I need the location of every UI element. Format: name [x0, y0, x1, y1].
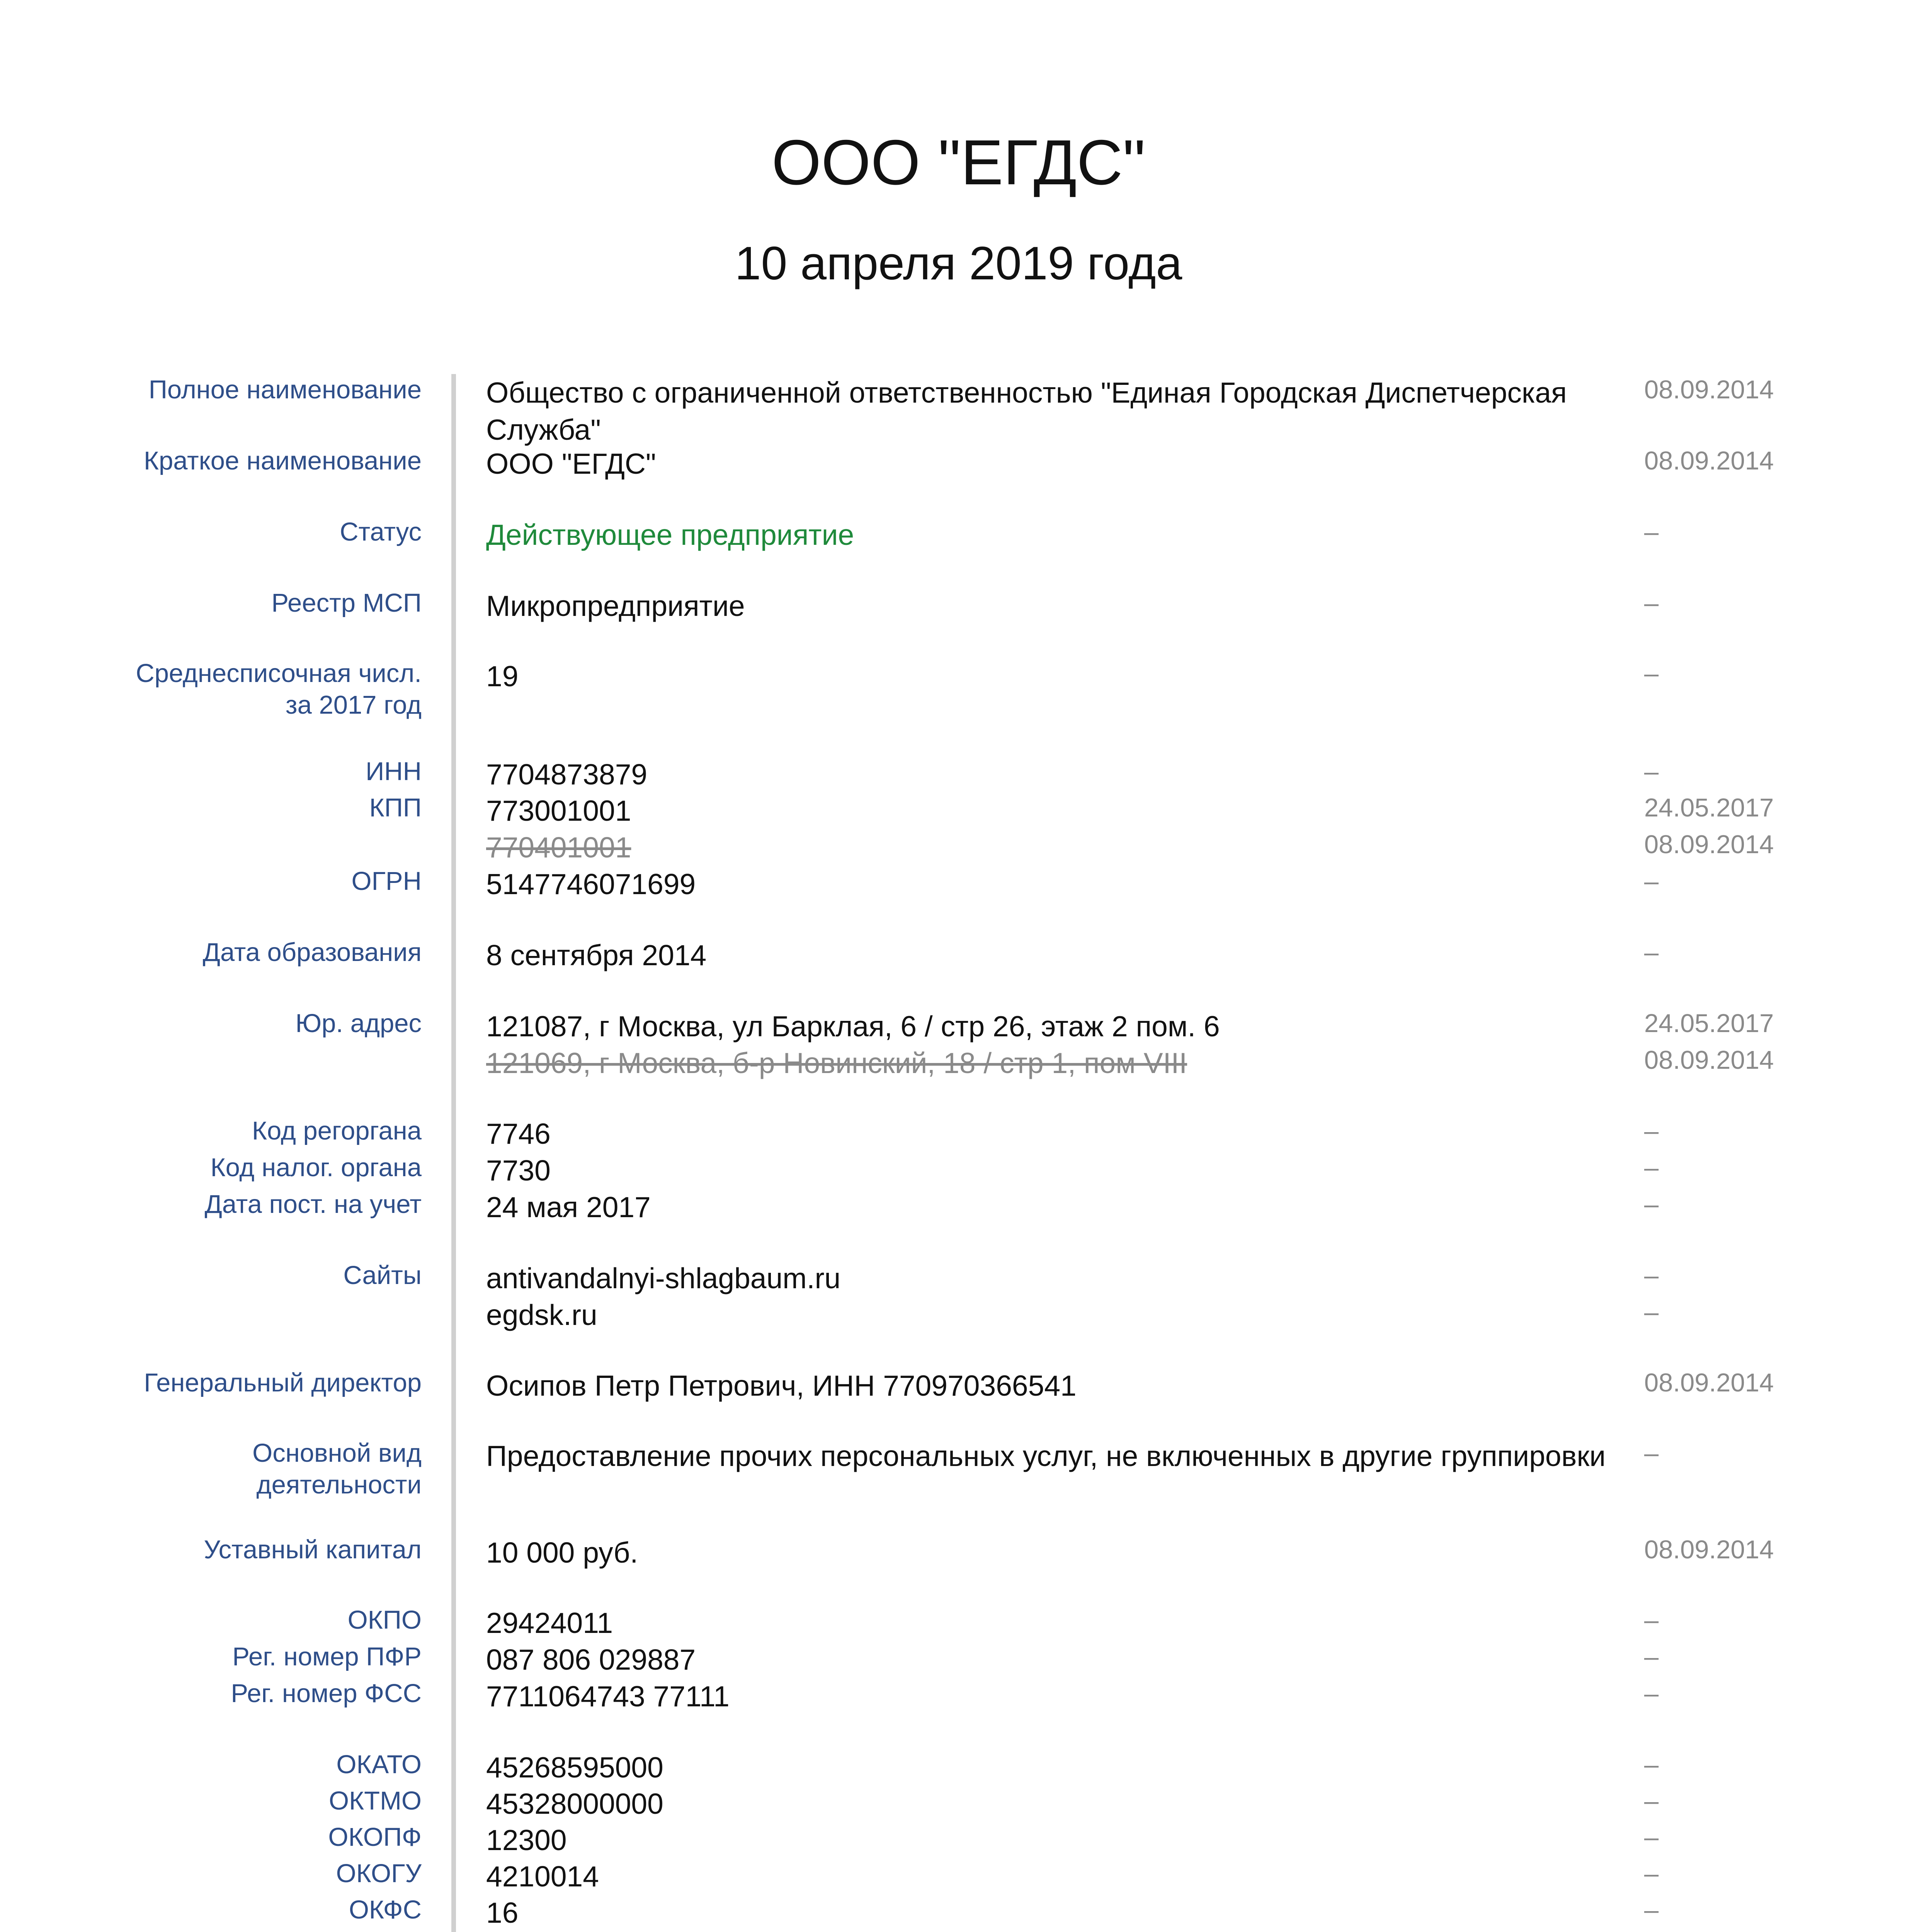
- date-oktmo: –: [1644, 1786, 1659, 1815]
- site-link-2[interactable]: egdsk.ru: [486, 1299, 597, 1331]
- value-kpp: 773001001: [486, 794, 631, 827]
- date-fss: –: [1644, 1679, 1659, 1708]
- date-full-name: 08.09.2014: [1644, 375, 1774, 404]
- label-headcount: Среднесписочная числ. за 2017 год: [136, 659, 422, 719]
- value-tax-organ: 7730: [486, 1154, 551, 1187]
- divider-line: [451, 374, 456, 1932]
- date-headcount: –: [1644, 659, 1659, 688]
- value-address-old: 121069, г Москва, б-р Новинский, 18 / стр 1, пом VIII: [486, 1047, 1187, 1079]
- date-kpp: 24.05.2017: [1644, 793, 1774, 822]
- date-reg-date: –: [1644, 938, 1659, 967]
- date-pfr: –: [1644, 1642, 1659, 1671]
- value-okfs: 16: [486, 1896, 519, 1929]
- label-okogu: ОКОГУ: [336, 1859, 422, 1888]
- report-date: 10 апреля 2019 года: [735, 237, 1182, 289]
- value-capital: 10 000 руб.: [486, 1536, 638, 1569]
- date-inn: –: [1644, 757, 1659, 786]
- value-director: Осипов Петр Петрович, ИНН 770970366541: [486, 1369, 1077, 1402]
- value-headcount: 19: [486, 660, 519, 692]
- value-msp: Микропредприятие: [486, 590, 745, 622]
- value-pfr: 087 806 029887: [486, 1643, 696, 1676]
- label-tax-reg-date: Дата пост. на учет: [204, 1190, 422, 1219]
- value-regorgan: 7746: [486, 1117, 551, 1150]
- date-short-name: 08.09.2014: [1644, 446, 1774, 475]
- date-okpo: –: [1644, 1605, 1659, 1634]
- value-short-name: ООО "ЕГДС": [486, 447, 656, 480]
- label-msp: Реестр МСП: [271, 588, 422, 617]
- value-ogrn: 5147746071699: [486, 868, 696, 900]
- label-reg-date: Дата образования: [202, 938, 422, 967]
- value-status: Действующее предприятие: [486, 519, 854, 551]
- value-okogu: 4210014: [486, 1860, 599, 1893]
- date-msp: –: [1644, 588, 1659, 617]
- date-kpp-old: 08.09.2014: [1644, 830, 1774, 859]
- date-site-2: –: [1644, 1298, 1659, 1327]
- label-kpp: КПП: [369, 793, 422, 822]
- label-okato: ОКАТО: [336, 1750, 422, 1779]
- value-okpo: 29424011: [486, 1607, 613, 1639]
- label-regorgan: Код регоргана: [252, 1116, 422, 1145]
- label-okpo: ОКПО: [347, 1605, 422, 1634]
- value-kpp-old: 770401001: [486, 831, 631, 864]
- value-fss: 7711064743 77111: [486, 1680, 730, 1713]
- value-inn: 7704873879: [486, 758, 648, 791]
- date-main-activity: –: [1644, 1439, 1659, 1468]
- date-director: 08.09.2014: [1644, 1368, 1774, 1397]
- label-capital: Уставный капитал: [204, 1535, 422, 1564]
- date-status: –: [1644, 517, 1659, 546]
- date-address: 24.05.2017: [1644, 1009, 1774, 1038]
- label-oktmo: ОКТМО: [329, 1786, 422, 1815]
- label-tax-organ: Код налог. органа: [210, 1153, 422, 1182]
- value-reg-date: 8 сентября 2014: [486, 939, 707, 971]
- value-full-name: Общество с ограниченной ответственностью "Единая Городская Диспетчерская Служба": [486, 376, 1567, 446]
- label-pfr: Рег. номер ПФР: [232, 1642, 422, 1671]
- label-sites: Сайты: [343, 1261, 422, 1290]
- date-tax-reg-date: –: [1644, 1190, 1659, 1219]
- date-address-old: 08.09.2014: [1644, 1046, 1774, 1075]
- date-ogrn: –: [1644, 867, 1659, 896]
- label-fss: Рег. номер ФСС: [231, 1679, 422, 1708]
- label-ogrn: ОГРН: [351, 867, 422, 896]
- label-okfs: ОКФС: [349, 1895, 422, 1924]
- date-site-1: –: [1644, 1261, 1659, 1290]
- label-okopf: ОКОПФ: [328, 1823, 422, 1852]
- date-tax-organ: –: [1644, 1153, 1659, 1182]
- label-full-name: Полное наименование: [148, 375, 422, 404]
- site-link-1[interactable]: antivandalnyi-shlagbaum.ru: [486, 1262, 841, 1294]
- date-okato: –: [1644, 1750, 1659, 1779]
- date-okopf: –: [1644, 1823, 1659, 1852]
- value-tax-reg-date: 24 мая 2017: [486, 1191, 651, 1223]
- value-okopf: 12300: [486, 1824, 567, 1856]
- label-director: Генеральный директор: [144, 1368, 422, 1397]
- value-address: 121087, г Москва, ул Барклая, 6 / стр 26, этаж 2 пом. 6: [486, 1010, 1220, 1043]
- value-oktmo: 45328000000: [486, 1787, 663, 1820]
- label-status: Статус: [340, 517, 422, 546]
- label-inn: ИНН: [366, 757, 422, 786]
- date-capital: 08.09.2014: [1644, 1535, 1774, 1564]
- date-okfs: –: [1644, 1895, 1659, 1924]
- label-main-activity: Основной вид деятельности: [252, 1439, 422, 1499]
- label-address: Юр. адрес: [295, 1009, 422, 1038]
- date-regorgan: –: [1644, 1116, 1659, 1145]
- page-title: ООО "ЕГДС": [771, 127, 1146, 198]
- date-okogu: –: [1644, 1859, 1659, 1888]
- value-main-activity: Предоставление прочих персональных услуг, не включенных в другие группировки: [486, 1440, 1606, 1472]
- value-okato: 45268595000: [486, 1751, 663, 1784]
- label-short-name: Краткое наименование: [143, 446, 422, 475]
